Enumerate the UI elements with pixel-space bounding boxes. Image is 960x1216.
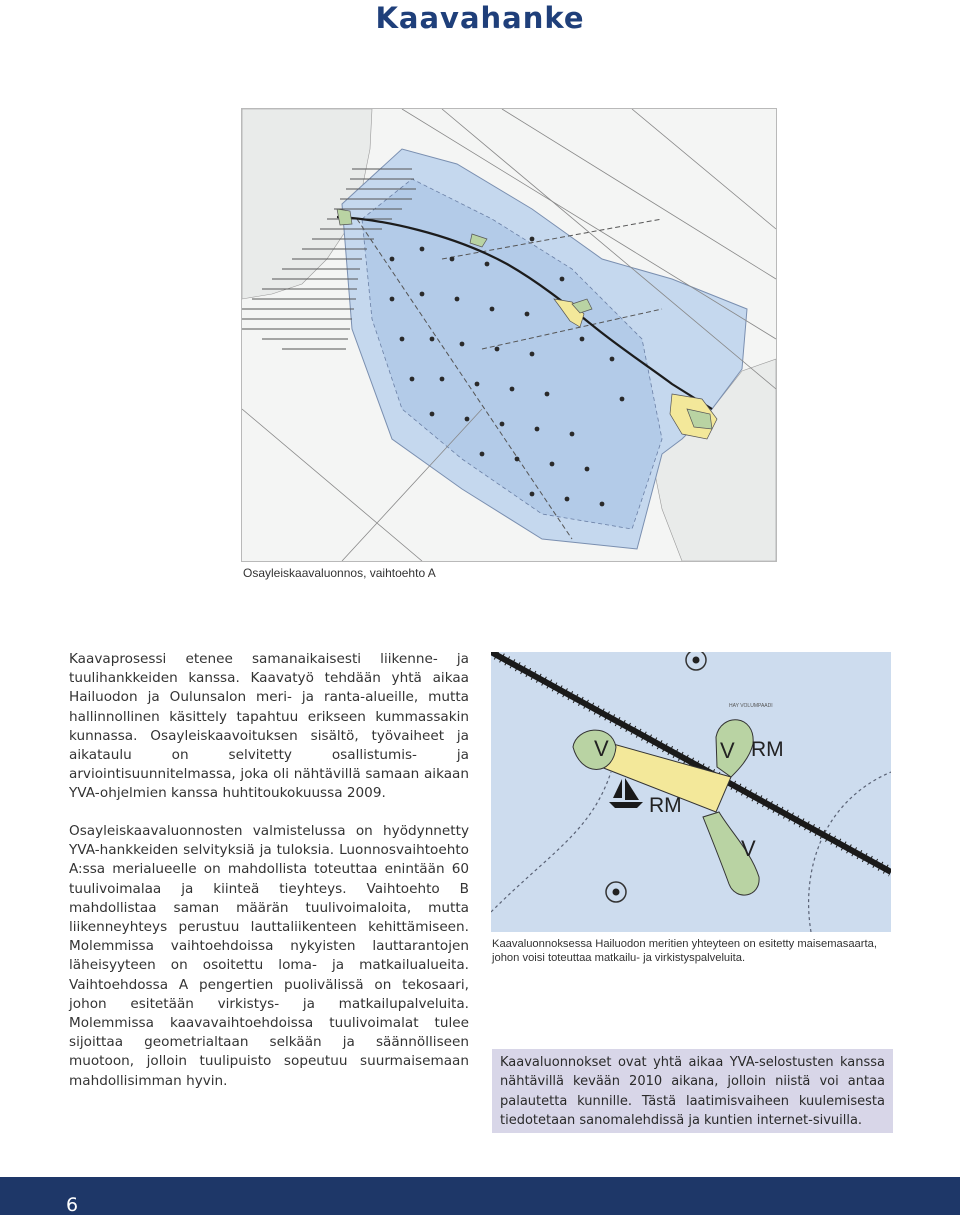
map-caption: Osayleiskaavaluonnos, vaihtoehto A [243,566,436,580]
body-paragraph-1: Kaavaprosessi etenee samanaikaisesti liikenne- ja tuulihankkeiden kanssa. Kaavatyö tehdään yhtä aikaa Hailuodon ja Oulunsalon meri- ja ranta-alueille, mutta hallinnollinen käsittely tapahtuu erikseen kummassakin kunnassa. Osayleiskaavoituksen sisältö, työvaiheet ja aikataulu on selvitetty osallistumis- ja arviointisuunnitelmassa, joka oli nähtävillä samaan aikaan YVA-ohjelmien kanssa huhtitoukokuussa 2009. [69,651,469,802]
label-v-2: V [720,738,735,763]
plan-map-drawing [242,109,776,561]
plan-map [241,108,777,562]
page-number: 6 [66,1194,79,1216]
label-rm-1: RM [751,738,784,761]
page-title: Kaavahanke [375,1,585,35]
body-paragraph-2: Osayleiskaavaluonnosten valmistelussa on hyödynnetty YVA-hankkeiden selvityksiä ja tuloksia. Luonnosvaihtoehto A:ssa merialueelle on mahdollista toteuttaa enintään 60 tuulivoimalaa ja kiinteä tieyhteys. Vaihtoehto B mahdollistaa saman määrän tuulivoimaloita, mutta liikenneyhteys perustuu lauttaliikenteen kehittämiseen. Molemmissa vaihtoehdoissa nykyisten lauttarantojen läheisyyteen on osoitettu loma- ja matkailualueita. Vaihtoehdossa A pengertien puolivälissä on tekosaari, johon esitetään virkistys- ja matkailupalveluita. Molemmissa kaavavaihtoehdoissa tuulivoimalat tulee sijoittaa geometrialtaan selkään ja säännölliseen muotoon, jolloin tuulipuisto sopeutuu suurmaisemaan mahdollisimman hyvin. [69,823,469,1089]
footer-bar [0,1177,960,1215]
label-rm-2: RM [649,794,682,817]
info-box-text: Kaavaluonnokset ovat yhtä aikaa YVA-selostusten kanssa nähtävillä kevään 2010 aikana, jolloin niistä voi antaa palautetta kunnille. Tästä laatimisvaiheen kuulemisesta tiedotetaan sanomalehdissä ja kuntien internet-sivuilla. [500,1055,885,1128]
label-v-1: V [594,736,609,761]
detail-map [491,652,891,932]
label-small-text: HAY VOLUMPAADI [729,703,773,709]
detail-map-caption: Kaavaluonnoksessa Hailuodon meritien yhteyteen on esitetty maisemasaarta, johon voisi toteuttaa matkailu- ja virkistyspalveluita. [492,938,877,964]
label-v-3: V [741,836,756,861]
detail-map-drawing [491,652,891,932]
info-box [492,1049,893,1133]
